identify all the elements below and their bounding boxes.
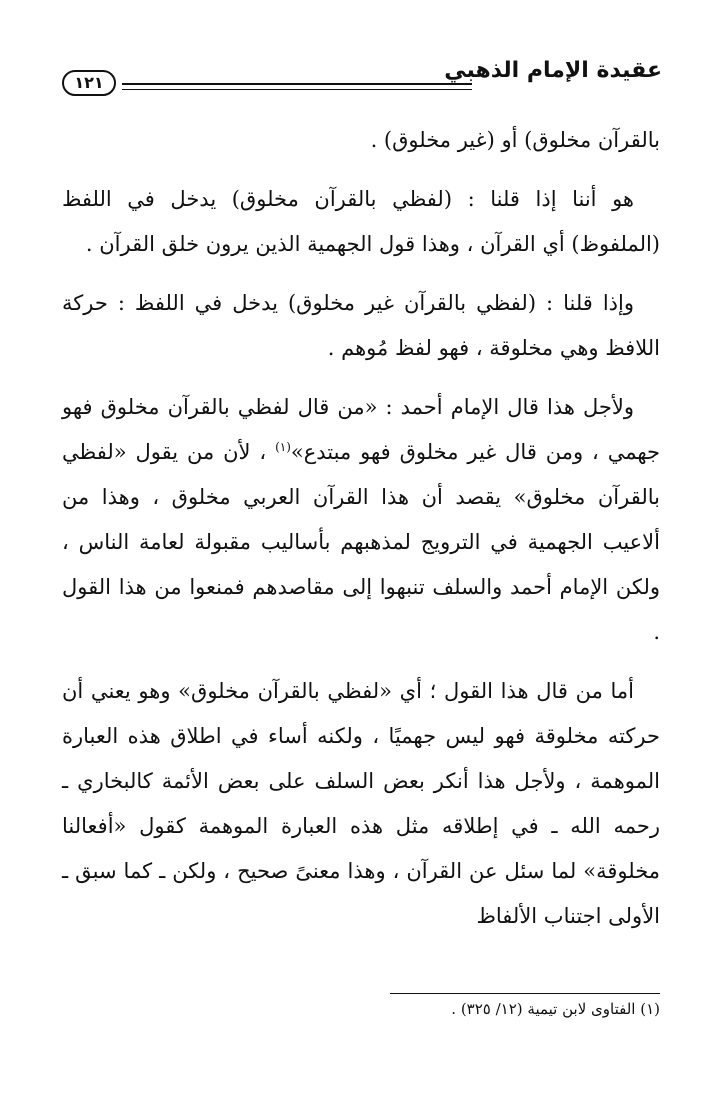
running-title: عقيدة الإمام الذهبي xyxy=(444,58,662,83)
paragraph-2: هو أننا إذا قلنا : (لفظي بالقرآن مخلوق) يدخل في اللفظ (الملفوظ) أي القرآن ، وهذا قول الجهمية الذين يرون خلق القرآن . xyxy=(62,187,660,256)
paragraph-5: أما من قال هذا القول ؛ أي «لفظي بالقرآن مخلوق» وهو يعني أن حركته مخلوقة فهو ليس جهميًا ، ولكنه أساء في اطلاق هذه العبارة الموهمة ، ولأجل هذا أنكر بعض السلف على بعض الأئمة كالبخاري ـ رحمه الله ـ في إطلاقه مثل هذه العبارة الموهمة كقول «أفعالنا مخلوقة» لما سئل عن القرآن ، وهذا معنىً صحيح ، ولكن ـ كما سبق ـ الأولى اجتناب الألفاظ xyxy=(62,679,660,928)
header-rule-thin xyxy=(122,89,472,90)
running-header xyxy=(62,58,662,102)
paragraph-3: وإذا قلنا : (لفظي بالقرآن غير مخلوق) يدخل في اللفظ : حركة اللافظ وهي مخلوقة ، فهو لفظ مُوهم . xyxy=(62,291,660,360)
header-rule xyxy=(122,83,472,85)
paragraph-4 xyxy=(62,385,660,655)
footnote-1: (١) الفتاوى لابن تيمية (١٢/ ٣٢٥) . xyxy=(451,1000,660,1018)
footnote-separator xyxy=(390,993,660,994)
footnote-marker[interactable]: (١) xyxy=(275,440,291,454)
body-text xyxy=(62,118,660,953)
paragraph-4-part-2: ، لأن من يقول «لفظي بالقرآن مخلوق» يقصد أن هذا القرآن العربي مخلوق ، وهذا من ألاعيب الجهمية في الترويج لمذهبهم بأساليب مقبولة لعامة الناس ، ولكن الإمام أحمد والسلف تنبهوا إلى مقاصدهم فمنعوا من هذا القول . xyxy=(62,440,660,644)
paragraph-4-part-1: ولأجل هذا قال الإمام أحمد : «من قال لفظي بالقرآن مخلوق فهو جهمي ، ومن قال غير مخلوق فهو مبتدع» xyxy=(62,395,660,464)
paragraph-1: بالقرآن مخلوق) أو (غير مخلوق) . xyxy=(370,128,660,152)
page-number: ١٢١ xyxy=(62,70,116,96)
